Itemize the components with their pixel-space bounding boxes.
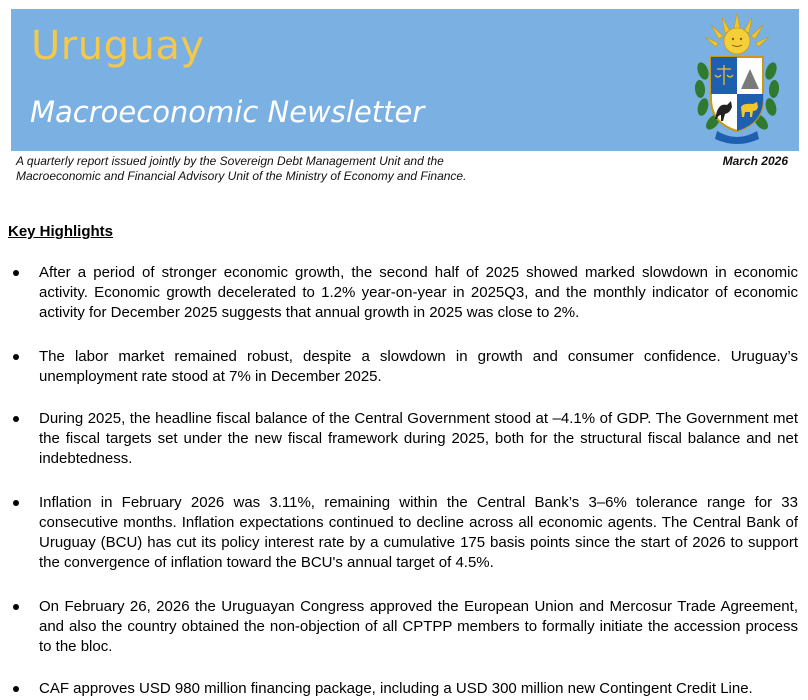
bullet-icon (13, 604, 19, 610)
newsletter-subtitle: Macroeconomic Newsletter (30, 95, 425, 129)
highlight-text: CAF approves USD 980 million financing package, including a USD 300 million new Contingent Credit Line. (39, 680, 753, 697)
intro-line-2: Macroeconomic and Financial Advisory Unit of the Ministry of Economy and Finance. (16, 169, 467, 183)
country-title: Uruguay (31, 23, 205, 69)
highlight-text: Inflation in February 2026 was 3.11%, remaining within the Central Bank’s 3–6% tolerance range for 33 consecutive months. Inflation expectations continued to decline across all economic agents. The Central Bank of Uruguay (BCU) has cut its policy interest rate by a cumulative 175 basis points since the start of 2026 to support the convergence of inflation toward the BCU's annual target of 4.5%. (39, 494, 798, 571)
bullet-icon (13, 270, 19, 276)
issue-date: March 2026 (722, 154, 788, 168)
highlight-text: During 2025, the headline fiscal balance of the Central Government stood at –4.1% of GDP. The Government met the fiscal targets set under the new fiscal framework during 2025, both for the structural fiscal balance and net indebtedness. (39, 410, 798, 467)
intro-text (16, 154, 516, 184)
bullet-icon (13, 416, 19, 422)
highlight-text: On February 26, 2026 the Uruguayan Congress approved the European Union and Mercosur Trade Agreement, and also the country obtained the non-objection of all CPTPP members to formally initiate the accession process to the bloc. (39, 598, 798, 655)
highlight-text: The labor market remained robust, despite a slowdown in growth and consumer confidence. Uruguay’s unemployment rate stood at 7% in December 2025. (39, 348, 798, 385)
highlight-text: After a period of stronger economic growth, the second half of 2025 showed marked slowdown in economic activity. Economic growth decelerated to 1.2% year-on-year in 2025Q3, and the monthly indicator of economic activity for December 2025 suggests that annual growth in 2025 was close to 2%. (39, 264, 798, 321)
bullet-icon (13, 686, 19, 692)
bullet-icon (13, 354, 19, 360)
coat-of-arms-icon (687, 11, 787, 149)
section-title: Key Highlights (8, 223, 114, 240)
bullet-icon (13, 500, 19, 506)
intro-line-1: A quarterly report issued jointly by the Sovereign Debt Management Unit and the (16, 154, 444, 168)
header-banner (11, 9, 799, 151)
